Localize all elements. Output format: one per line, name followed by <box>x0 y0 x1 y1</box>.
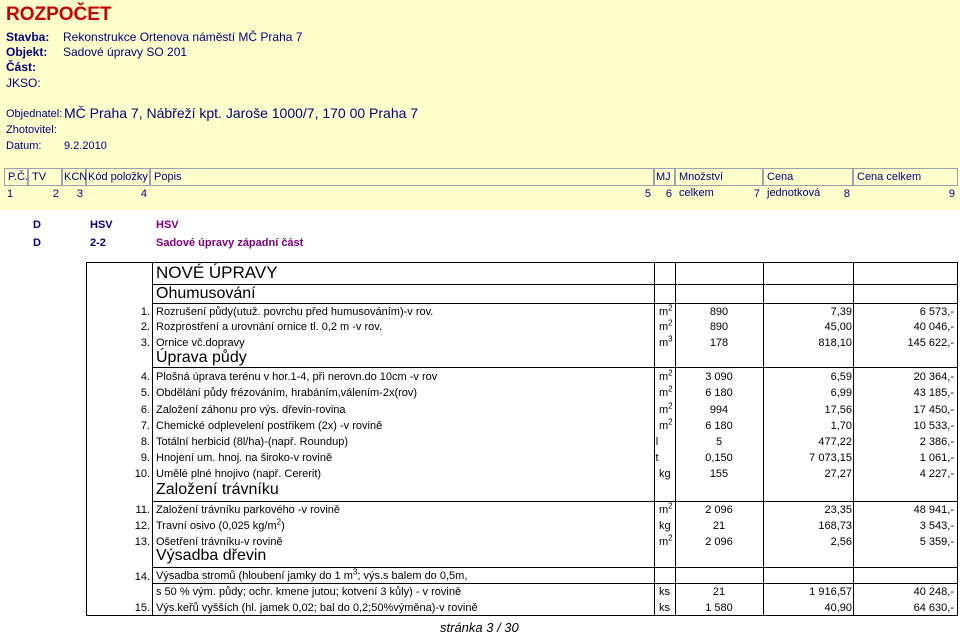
col-number: 6 <box>665 188 672 200</box>
item-number: 10. <box>134 468 150 480</box>
item-unit-price: 7,39 <box>830 306 852 318</box>
item-unit: l <box>655 436 659 448</box>
group-heading: Výsadba dřevin <box>156 547 267 564</box>
datum-label: Datum: <box>6 140 42 152</box>
item-unit: $m^3$ <box>659 334 673 349</box>
col-number: 3 <box>76 188 83 200</box>
item-description: Obdělání půdy frézováním, hrabáním,válením-2x(rov) <box>156 387 418 399</box>
item-total: 1 061,- <box>919 452 954 464</box>
item-number: 12. <box>134 520 150 532</box>
col-header-kod: Kód položky <box>86 168 150 186</box>
col-number: 5 <box>644 188 651 200</box>
item-number: 1. <box>140 306 150 318</box>
item-unit-price: 40,90 <box>824 602 852 614</box>
col-number: 4 <box>140 188 147 200</box>
item-number: 7. <box>140 420 150 432</box>
item-total: 145 622,- <box>907 337 954 349</box>
item-unit-price: 477,22 <box>818 436 852 448</box>
group-heading: Založení trávníku <box>156 481 279 498</box>
item-unit: $m^2$ <box>659 417 673 432</box>
table-row <box>86 534 958 551</box>
item-description: Ošetření trávníku-v rovině <box>156 536 283 548</box>
table-row <box>86 319 958 336</box>
row-separator <box>152 367 958 368</box>
item-number: 5. <box>140 387 150 399</box>
table-row <box>86 502 958 519</box>
item-total: 20 364,- <box>913 371 954 383</box>
item-total: 5 359,- <box>919 536 954 548</box>
item-description: Založení záhonu pro výs. dřevin-rovina <box>156 404 346 416</box>
objekt-value: Sadové úpravy SO 201 <box>63 45 188 59</box>
item-number: 3. <box>140 337 150 349</box>
item-unit-price: 23,35 <box>824 504 852 516</box>
item-total: 40 248,- <box>913 586 954 598</box>
item-unit-price: 6,59 <box>830 371 852 383</box>
table-row <box>86 335 958 352</box>
item-description: Výsadba stromů (hloubení jamky do 1 $m^3$; výs.s balem do 0,5m, <box>156 567 468 582</box>
item-unit: kg <box>659 468 671 480</box>
item-quantity: 994 <box>709 404 729 416</box>
item-unit: $m^2$ <box>659 533 673 548</box>
item-total: 43 185,- <box>913 387 954 399</box>
col-header-cena-jedn: Cena jednotková <box>763 168 853 186</box>
table-row <box>86 434 958 451</box>
item-number: 11. <box>135 504 150 516</box>
item-unit: t <box>655 452 659 464</box>
item-unit-price: 2,56 <box>830 536 852 548</box>
item-total: 6 573,- <box>919 306 954 318</box>
objednatel-label: Objednatel: <box>6 108 63 120</box>
col-header-mj: MJ <box>654 168 675 186</box>
jkso-label: JKSO: <box>6 76 41 90</box>
item-unit-price: 45,00 <box>824 321 852 333</box>
item-unit-price: 6,99 <box>830 387 852 399</box>
item-quantity: 1 580 <box>705 602 733 614</box>
item-number: 6. <box>140 404 150 416</box>
item-quantity: 6 180 <box>705 420 733 432</box>
item-unit: $m^2$ <box>659 303 673 318</box>
table-row <box>86 518 958 535</box>
group-heading: Úprava půdy <box>156 349 247 366</box>
item-unit-price: 818,10 <box>818 337 852 349</box>
section-d: D <box>33 219 41 231</box>
col-header-kcn: KCN <box>62 168 86 186</box>
col-header-cena-celkem: Cena celkem <box>853 168 958 186</box>
col-header-mnozstvi: Množství celkem <box>675 168 763 186</box>
item-quantity: 6 180 <box>705 387 733 399</box>
item-description: Rozprostření a urovnání ornice tl. 0,2 m -v rov. <box>156 321 382 333</box>
item-quantity: 21 <box>712 520 726 532</box>
item-total: 3 543,- <box>919 520 954 532</box>
item-total: 2 386,- <box>919 436 954 448</box>
item-quantity: 890 <box>709 321 729 333</box>
main-heading: NOVÉ ÚPRAVY <box>156 263 278 282</box>
item-unit-price: 168,73 <box>818 520 852 532</box>
col-number: 2 <box>52 188 59 200</box>
section-code: HSV <box>90 219 113 231</box>
group-heading: Ohumusování <box>156 285 256 302</box>
stavba-value: Rekonstrukce Ortenova náměstí MČ Praha 7 <box>63 30 303 44</box>
item-unit: $m^2$ <box>659 368 673 383</box>
item-description: Rozrušení půdy(utuž. povrchu před humusováním)-v rov. <box>156 306 434 318</box>
section-code: 2-2 <box>90 237 106 249</box>
section-name: Sadové úpravy západní část <box>156 237 304 249</box>
item-quantity: 155 <box>709 468 729 480</box>
item-number: 9. <box>140 452 150 464</box>
item-unit: ks <box>659 586 670 598</box>
table-row <box>86 450 958 467</box>
col-header-pc: P.Č. <box>4 168 28 186</box>
item-number: 2. <box>140 321 150 333</box>
item-unit-price: 17,56 <box>824 404 852 416</box>
zhotovitel-label: Zhotovitel: <box>6 124 57 136</box>
item-total: 17 450,- <box>913 404 954 416</box>
item-unit: $m^2$ <box>659 318 673 333</box>
table-row <box>86 600 958 617</box>
item-description: Umělé plné hnojivo (např. Cererit) <box>156 468 322 480</box>
item-total: 4 227,- <box>919 468 954 480</box>
item-unit: $m^2$ <box>659 501 673 516</box>
item-description: Chemické odplevelení postřikem (2x) -v rovině <box>156 420 383 432</box>
table-row <box>86 418 958 435</box>
item-total: 48 941,- <box>913 504 954 516</box>
table-row <box>86 385 958 402</box>
item-unit-price: 7 073,15 <box>809 452 852 464</box>
item-description: Ornice vč.dopravy <box>156 337 245 349</box>
item-quantity: 2 096 <box>705 536 733 548</box>
item-description: Výs.keřů vyšších (hl. jamek 0,02; bal do 0,2;50%výměna)-v rovině <box>156 602 478 614</box>
item-quantity: 890 <box>709 306 729 318</box>
item-quantity: 3 090 <box>705 371 733 383</box>
item-quantity: 21 <box>712 586 726 598</box>
col-header-popis: Popis <box>150 168 654 186</box>
item-description: Totální herbicid (8l/ha)-(např. Roundup) <box>156 436 348 448</box>
table-row <box>86 584 958 601</box>
table-row <box>86 402 958 419</box>
item-number: 4. <box>140 371 150 383</box>
item-number: 8. <box>140 436 150 448</box>
col-number: 8 <box>843 188 850 200</box>
col-number: 7 <box>753 188 760 200</box>
col-number: 9 <box>948 188 955 200</box>
item-unit-price: 1 916,57 <box>809 586 852 598</box>
item-unit: ks <box>659 602 670 614</box>
datum-value: 9.2.2010 <box>64 140 107 152</box>
item-total: 40 046,- <box>913 321 954 333</box>
page-title: ROZPOČET <box>6 4 112 25</box>
section-name: HSV <box>156 219 179 231</box>
item-quantity: 5 <box>715 436 723 448</box>
table-row <box>86 466 958 483</box>
item-quantity: 2 096 <box>705 504 733 516</box>
stavba-label: Stavba: <box>6 30 50 44</box>
item-total: 10 533,- <box>913 420 954 432</box>
row-separator <box>152 284 958 285</box>
item-number: 14. <box>134 571 150 583</box>
item-description: Hnojení um. hnoj. na široko-v rovině <box>156 452 333 464</box>
item-number: 15. <box>134 602 150 614</box>
item-unit: $m^2$ <box>659 384 673 399</box>
item-unit-price: 27,27 <box>824 468 852 480</box>
item-description: s 50 % vým. půdy; ochr. kmene jutou; kotvení 3 kůly) - v rovině <box>156 586 462 598</box>
cast-label: Část: <box>6 60 37 74</box>
item-description: Plošná úprava terénu v hor.1-4, při nerovn.do 10cm -v rov <box>156 371 438 383</box>
objednatel-value: MČ Praha 7, Nábřeží kpt. Jaroše 1000/7, 170 00 Praha 7 <box>64 105 419 121</box>
col-number: 1 <box>7 188 14 200</box>
table-row <box>86 369 958 386</box>
item-number: 13. <box>134 536 150 548</box>
item-unit: kg <box>659 520 671 532</box>
item-unit: $m^2$ <box>659 401 673 416</box>
col-header-tv: TV <box>28 168 62 186</box>
item-description: Travní osivo (0,025 $kg/m^2$) <box>156 517 285 532</box>
item-quantity: 0,150 <box>705 452 733 464</box>
objekt-label: Objekt: <box>6 45 48 59</box>
page-footer: stránka 3 / 30 <box>440 620 519 635</box>
section-d: D <box>33 237 41 249</box>
item-unit-price: 1,70 <box>830 420 852 432</box>
item-total: 64 630,- <box>913 602 954 614</box>
item-description: Založení trávníku parkového -v rovině <box>156 504 341 516</box>
item-quantity: 178 <box>709 337 729 349</box>
